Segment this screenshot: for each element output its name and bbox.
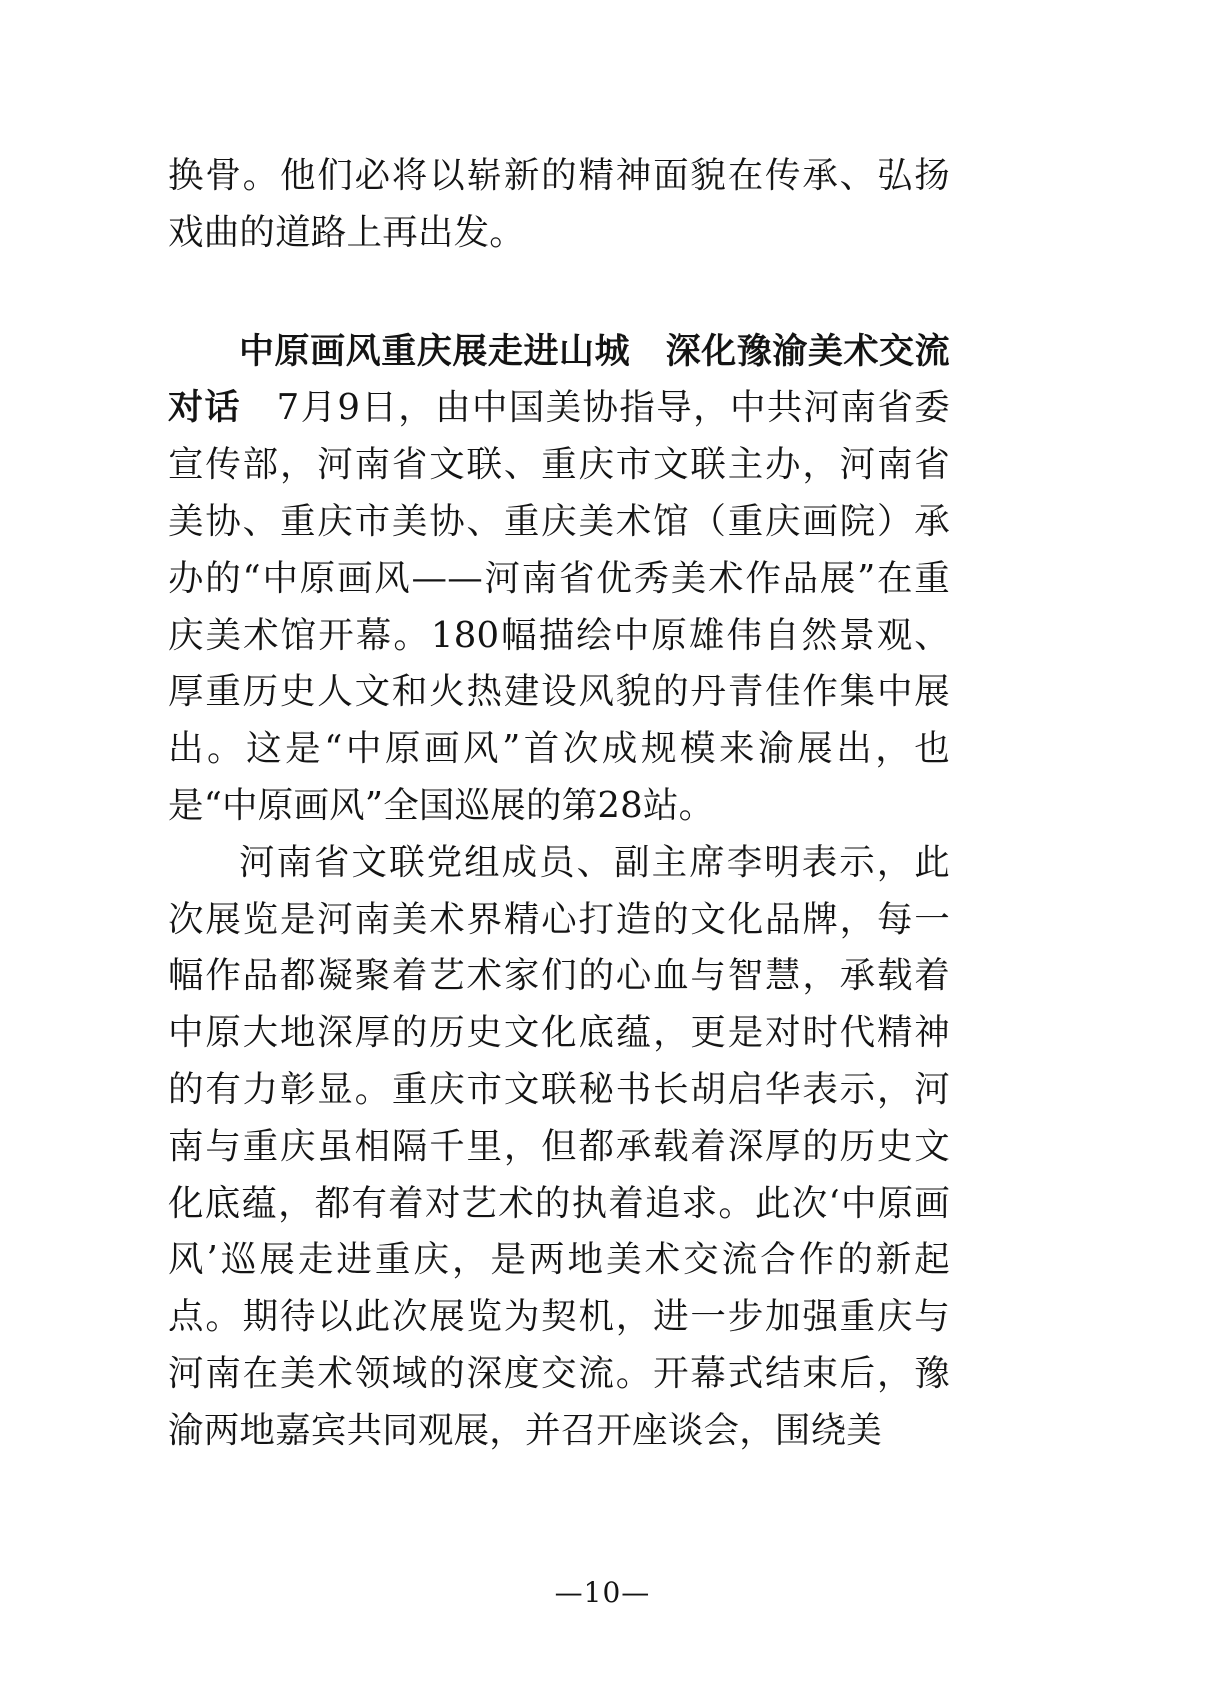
paragraph-spacer (168, 262, 950, 324)
page-number: —10— (554, 1576, 651, 1609)
article-lead-paragraph (168, 324, 950, 835)
article-paragraph-2: 河南省文联党组成员、副主席李明表示，此次展览是河南美术界精心打造的文化品牌，每一幅作品都凝聚着艺术家们的心血与智慧，承载着中原大地深厚的历史文化底蕴，更是对时代精神的有力彰显。重庆市文联秘书长胡启华表示，河南与重庆虽相隔千里，但都承载着深厚的历史文化底蕴，都有着对艺术的执着追求。此次‘中原画风’巡展走进重庆，是两地美术交流合作的新起点。期待以此次展览为契机，进一步加强重庆与河南在美术领域的深度交流。开幕式结束后，豫渝两地嘉宾共同观展，并召开座谈会，围绕美 (168, 841, 950, 1451)
article-lead-body: 7月9日，由中国美协指导，中共河南省委宣传部，河南省文联、重庆市文联主办，河南省美协、重庆市美协、重庆美术馆（重庆画院）承办的“中原画风——河南省优秀美术作品展”在重庆美术馆开幕。180幅描绘中原雄伟自然景观、厚重历史人文和火热建设风貌的丹青佳作集中展出。这是“中原画风”首次成规模来渝展出，也是“中原画风”全国巡展的第28站。 (168, 387, 950, 826)
article-headline: 中原画风重庆展走进山城 深化豫渝美术交流对话 (168, 331, 950, 428)
page-content-column (168, 148, 950, 1460)
continued-paragraph: 换骨。他们必将以崭新的精神面貌在传承、弘扬戏曲的道路上再出发。 (168, 155, 950, 253)
